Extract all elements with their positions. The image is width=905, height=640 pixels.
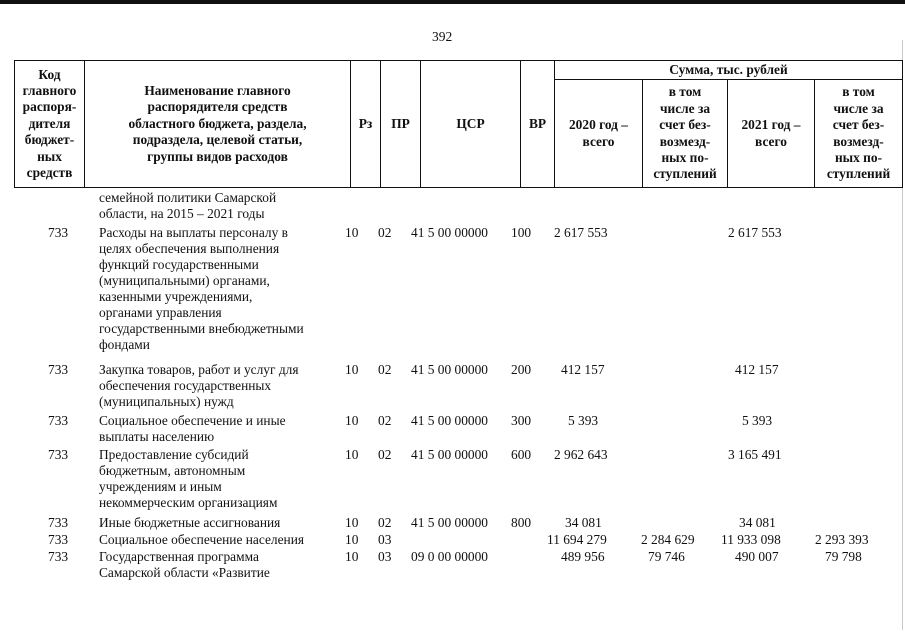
- header-pr: ПР: [381, 61, 421, 188]
- row-3-vr: 300: [511, 413, 532, 428]
- row-3-2021: 5 393: [742, 413, 773, 428]
- header-2020-total: 2020 год – всего: [555, 80, 643, 188]
- header-kod: Код главного распоря- дителя бюджет- ных средств: [15, 61, 85, 188]
- row-4-2020: 2 962 643: [554, 447, 608, 462]
- row-2-2020: 412 157: [561, 362, 605, 377]
- row-2-name: Закупка товаров, работ и услуг для обеспечения государственных (муниципальных) нужд: [99, 362, 299, 409]
- row-7-2021: 490 007: [735, 549, 779, 564]
- row-5-rz: 10: [345, 515, 359, 530]
- header-rz: Рз: [351, 61, 381, 188]
- row-1-pr: 02: [378, 225, 392, 240]
- row-3-pr: 02: [378, 413, 392, 428]
- row-5-csr: 41 5 00 00000: [411, 515, 488, 530]
- row-6-2020: 11 694 279: [547, 532, 607, 547]
- header-name: Наименование главного распорядителя средств областного бюджета, раздела, подраздела, целевой статьи, группы видов расходов: [85, 61, 351, 188]
- row-7-name: Государственная программа Самарской области «Развитие: [99, 549, 270, 580]
- page-number: 392: [432, 29, 453, 44]
- row-0-name: семейной политики Самарской области, на 2015 – 2021 годы: [99, 190, 277, 221]
- row-3-csr: 41 5 00 00000: [411, 413, 488, 428]
- top-border-line: [0, 0, 905, 4]
- row-1-code: 733: [48, 225, 69, 240]
- row-7-2020-incl: 79 746: [648, 549, 685, 564]
- row-2-2021: 412 157: [735, 362, 779, 377]
- row-6-2021: 11 933 098: [721, 532, 781, 547]
- row-6-rz: 10: [345, 532, 359, 547]
- header-vr: ВР: [521, 61, 555, 188]
- row-1-rz: 10: [345, 225, 359, 240]
- row-5-name: Иные бюджетные ассигнования: [99, 515, 281, 530]
- row-5-2021: 34 081: [739, 515, 776, 530]
- header-2021-total: 2021 год – всего: [728, 80, 815, 188]
- row-5-code: 733: [48, 515, 69, 530]
- row-4-code: 733: [48, 447, 69, 462]
- header-2020-incl: в том числе за счет без- возмезд- ных по- ступлений: [643, 80, 728, 188]
- header-sum-group: Сумма, тыс. рублей: [555, 61, 903, 80]
- row-5-pr: 02: [378, 515, 392, 530]
- row-5-2020: 34 081: [565, 515, 602, 530]
- header-csr: ЦСР: [421, 61, 521, 188]
- row-6-2020-incl: 2 284 629: [641, 532, 695, 547]
- row-3-2020: 5 393: [568, 413, 599, 428]
- row-1-vr: 100: [511, 225, 532, 240]
- row-6-name: Социальное обеспечение населения: [99, 532, 305, 547]
- row-4-pr: 02: [378, 447, 392, 462]
- header-2021-incl: в том числе за счет без- возмезд- ных по- ступлений: [815, 80, 903, 188]
- row-1-2020: 2 617 553: [554, 225, 608, 240]
- row-4-name: Предоставление субсидий бюджетным, автономным учреждениям и иным некоммерческим организациям: [99, 447, 278, 510]
- row-7-code: 733: [48, 549, 69, 564]
- row-2-rz: 10: [345, 362, 359, 377]
- row-7-rz: 10: [345, 549, 359, 564]
- row-1-csr: 41 5 00 00000: [411, 225, 488, 240]
- row-3-rz: 10: [345, 413, 359, 428]
- row-5-vr: 800: [511, 515, 532, 530]
- row-3-name: Социальное обеспечение и иные выплаты населению: [99, 413, 286, 444]
- row-2-csr: 41 5 00 00000: [411, 362, 488, 377]
- row-7-2021-incl: 79 798: [825, 549, 862, 564]
- row-6-pr: 03: [378, 532, 392, 547]
- row-1-name: Расходы на выплаты персоналу в целях обеспечения выполнения функций государственными (муниципальными) органами, казенными учреждениями, органами управления государственными внебюджетными фондами: [99, 225, 304, 352]
- row-7-csr: 09 0 00 00000: [411, 549, 488, 564]
- row-2-vr: 200: [511, 362, 532, 377]
- row-2-pr: 02: [378, 362, 392, 377]
- row-4-csr: 41 5 00 00000: [411, 447, 488, 462]
- row-7-pr: 03: [378, 549, 392, 564]
- row-6-code: 733: [48, 532, 69, 547]
- row-2-code: 733: [48, 362, 69, 377]
- row-4-2021: 3 165 491: [728, 447, 782, 462]
- row-7-2020: 489 956: [561, 549, 605, 564]
- row-4-vr: 600: [511, 447, 532, 462]
- row-3-code: 733: [48, 413, 69, 428]
- row-1-2021: 2 617 553: [728, 225, 782, 240]
- table-header: [14, 60, 903, 188]
- row-4-rz: 10: [345, 447, 359, 462]
- row-6-2021-incl: 2 293 393: [815, 532, 869, 547]
